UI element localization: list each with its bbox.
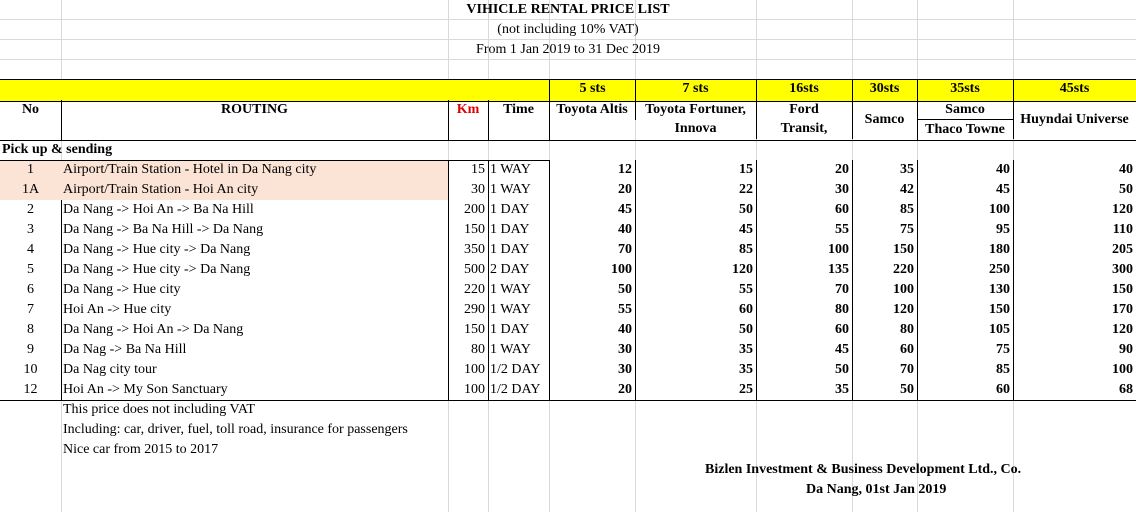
cell-km: 500 <box>448 260 489 280</box>
cell-price: 30 <box>756 180 853 200</box>
note-car-year: Nice car from 2015 to 2017 <box>63 442 219 457</box>
cell-route: Da Nang -> Hue city <box>61 280 449 300</box>
cell-price: 55 <box>756 220 853 240</box>
cell-price: 100 <box>917 200 1014 220</box>
table-row <box>0 260 1136 280</box>
cell-price: 75 <box>917 340 1014 360</box>
cell-time: 1 WAY <box>488 180 550 200</box>
page-subtitle: (not including 10% VAT) <box>497 22 639 37</box>
cell-price: 205 <box>1112 242 1133 257</box>
cell-price: 90 <box>1119 342 1133 357</box>
cell-route: Airport/Train Station - Hotel in Da Nang city <box>61 160 449 180</box>
table-row <box>0 240 1136 260</box>
cell-no: 9 <box>0 340 62 360</box>
cell-no: 1 <box>0 160 62 180</box>
table-row <box>0 360 1136 380</box>
cell-km: 150 <box>448 320 489 340</box>
cell-price: 25 <box>635 380 757 400</box>
date-range: From 1 Jan 2019 to 31 Dec 2019 <box>476 42 660 57</box>
cell-time: 1/2 DAY <box>488 380 550 400</box>
cell-price: 50 <box>756 360 853 380</box>
cell-time: 1 DAY <box>488 200 550 220</box>
cell-price: 40 <box>917 160 1014 180</box>
cell-no: 4 <box>0 240 62 260</box>
cell-price: 60 <box>852 340 918 360</box>
cell-price: 42 <box>852 180 918 200</box>
cell-price: 60 <box>756 200 853 220</box>
cell-price: 150 <box>1112 282 1133 297</box>
cell-price: 60 <box>917 380 1014 400</box>
header-bottom-line <box>0 120 1136 141</box>
seats-35: 35sts <box>917 79 1014 100</box>
cell-time: 1 DAY <box>488 240 550 260</box>
cell-price: 95 <box>917 220 1014 240</box>
seats-45: 45sts <box>1059 81 1090 96</box>
note-vat: This price does not including VAT <box>63 402 255 417</box>
seats-30: 30sts <box>852 79 918 100</box>
table-row <box>0 280 1136 300</box>
cell-price: 40 <box>549 220 636 240</box>
table-row <box>0 220 1136 240</box>
cell-km: 100 <box>448 360 489 380</box>
cell-no: 7 <box>0 300 62 320</box>
cell-no: 3 <box>0 220 62 240</box>
vehicle-model-35-line2: Thaco Towne <box>917 119 1014 139</box>
cell-price: 250 <box>917 260 1014 280</box>
cell-km: 80 <box>448 340 489 360</box>
table-row <box>0 340 1136 360</box>
col-no-header: No <box>0 100 62 140</box>
cell-price: 55 <box>635 280 757 300</box>
cell-price: 85 <box>917 360 1014 380</box>
cell-price: 110 <box>1112 222 1133 237</box>
cell-time: 1 WAY <box>488 300 550 320</box>
cell-price: 150 <box>917 300 1014 320</box>
cell-route: Da Nag city tour <box>61 360 449 380</box>
cell-no: 12 <box>0 380 62 400</box>
cell-price: 130 <box>917 280 1014 300</box>
cell-route: Da Nang -> Hue city -> Da Nang <box>61 260 449 280</box>
cell-price: 50 <box>1119 182 1133 197</box>
highlight-top-border <box>0 160 549 161</box>
cell-price: 45 <box>549 200 636 220</box>
cell-km: 15 <box>448 160 489 180</box>
cell-time: 2 DAY <box>488 260 550 280</box>
cell-price: 50 <box>549 280 636 300</box>
cell-price: 100 <box>1112 362 1133 377</box>
cell-price: 30 <box>549 360 636 380</box>
cell-price: 85 <box>852 200 918 220</box>
vehicle-model-16: Ford <box>756 100 853 120</box>
table-row <box>0 180 1136 200</box>
table-row <box>0 200 1136 220</box>
seats-16: 16sts <box>756 79 853 100</box>
section-label: Pick up & sending <box>2 142 113 157</box>
table-row <box>0 300 1136 320</box>
cell-route: Hoi An -> Hue city <box>61 300 449 320</box>
cell-price: 35 <box>635 340 757 360</box>
vehicle-model-45: Huyndai Universe <box>1020 112 1129 127</box>
cell-price: 35 <box>852 160 918 180</box>
cell-no: 6 <box>0 280 62 300</box>
cell-price: 150 <box>852 240 918 260</box>
cell-route: Da Nang -> Ba Na Hill -> Da Nang <box>61 220 449 240</box>
cell-price: 70 <box>549 240 636 260</box>
cell-route: Da Nang -> Hue city -> Da Nang <box>61 240 449 260</box>
cell-no: 8 <box>0 320 62 340</box>
cell-price: 170 <box>1112 302 1133 317</box>
table-row <box>0 160 1136 180</box>
cell-price: 22 <box>635 180 757 200</box>
table-row <box>0 380 1136 400</box>
vehicle-model-30: Samco <box>852 100 918 140</box>
cell-price: 70 <box>852 360 918 380</box>
cell-price: 180 <box>917 240 1014 260</box>
cell-price: 35 <box>635 360 757 380</box>
cell-price: 100 <box>852 280 918 300</box>
seats-7: 7 sts <box>635 79 757 100</box>
cell-price: 12 <box>549 160 636 180</box>
cell-price: 45 <box>917 180 1014 200</box>
cell-price: 70 <box>756 280 853 300</box>
cell-km: 100 <box>448 380 489 400</box>
cell-price: 120 <box>852 300 918 320</box>
seats-5: 5 sts <box>549 79 636 100</box>
vehicle-model-16-line2: Transit, <box>756 119 853 139</box>
cell-time: 1 WAY <box>488 340 550 360</box>
cell-route: Hoi An -> My Son Sanctuary <box>61 380 449 400</box>
cell-price: 120 <box>1112 322 1133 337</box>
cell-price: 45 <box>635 220 757 240</box>
cell-km: 30 <box>448 180 489 200</box>
vehicle-model-7: Toyota Fortuner, <box>635 100 757 120</box>
cell-no: 2 <box>0 200 62 220</box>
cell-price: 50 <box>635 320 757 340</box>
cell-time: 1 DAY <box>488 320 550 340</box>
table-row <box>0 320 1136 340</box>
signed-date: Da Nang, 01st Jan 2019 <box>806 482 947 497</box>
cell-price: 220 <box>852 260 918 280</box>
cell-price: 15 <box>635 160 757 180</box>
col-time-header: Time <box>488 100 550 140</box>
cell-price: 50 <box>635 200 757 220</box>
cell-route: Da Nang -> Hoi An -> Ba Na Hill <box>61 200 449 220</box>
cell-price: 30 <box>549 340 636 360</box>
cell-price: 20 <box>549 180 636 200</box>
cell-time: 1 DAY <box>488 220 550 240</box>
cell-time: 1 WAY <box>488 160 550 180</box>
cell-price: 100 <box>549 260 636 280</box>
vehicle-model-7-line2: Innova <box>635 119 757 139</box>
cell-price: 45 <box>756 340 853 360</box>
cell-km: 350 <box>448 240 489 260</box>
cell-time: 1 WAY <box>488 280 550 300</box>
cell-price: 55 <box>549 300 636 320</box>
cell-route: Da Nang -> Hoi An -> Da Nang <box>61 320 449 340</box>
cell-price: 50 <box>852 380 918 400</box>
cell-time: 1/2 DAY <box>488 360 550 380</box>
cell-price: 20 <box>549 380 636 400</box>
page-title: VIHICLE RENTAL PRICE LIST <box>466 2 670 17</box>
cell-price: 75 <box>852 220 918 240</box>
cell-km: 150 <box>448 220 489 240</box>
cell-km: 220 <box>448 280 489 300</box>
cell-price: 120 <box>1112 202 1133 217</box>
cell-price: 135 <box>756 260 853 280</box>
cell-price: 80 <box>756 300 853 320</box>
cell-price: 35 <box>756 380 853 400</box>
cell-no: 1A <box>0 180 62 200</box>
cell-price: 120 <box>635 260 757 280</box>
cell-price: 40 <box>1119 162 1133 177</box>
cell-no: 10 <box>0 360 62 380</box>
cell-price: 40 <box>549 320 636 340</box>
cell-km: 290 <box>448 300 489 320</box>
cell-price: 60 <box>635 300 757 320</box>
cell-price: 60 <box>756 320 853 340</box>
cell-price: 105 <box>917 320 1014 340</box>
cell-route: Da Nag -> Ba Na Hill <box>61 340 449 360</box>
cell-no: 5 <box>0 260 62 280</box>
cell-price: 20 <box>756 160 853 180</box>
cell-price: 300 <box>1112 262 1133 277</box>
cell-route: Airport/Train Station - Hoi An city <box>61 180 449 200</box>
cell-price: 85 <box>635 240 757 260</box>
cell-km: 200 <box>448 200 489 220</box>
cell-price: 68 <box>1119 382 1133 397</box>
col-routing-header: ROUTING <box>61 100 449 140</box>
cell-price: 80 <box>852 320 918 340</box>
vehicle-model-5: Toyota Altis <box>549 100 636 120</box>
vehicle-model-35: Samco <box>917 100 1014 120</box>
company-name: Bizlen Investment & Business Development Ltd., Co. <box>705 462 1022 477</box>
cell-price: 100 <box>756 240 853 260</box>
note-including: Including: car, driver, fuel, toll road, insurance for passengers <box>63 422 408 437</box>
col-km-header: Km <box>448 100 489 140</box>
